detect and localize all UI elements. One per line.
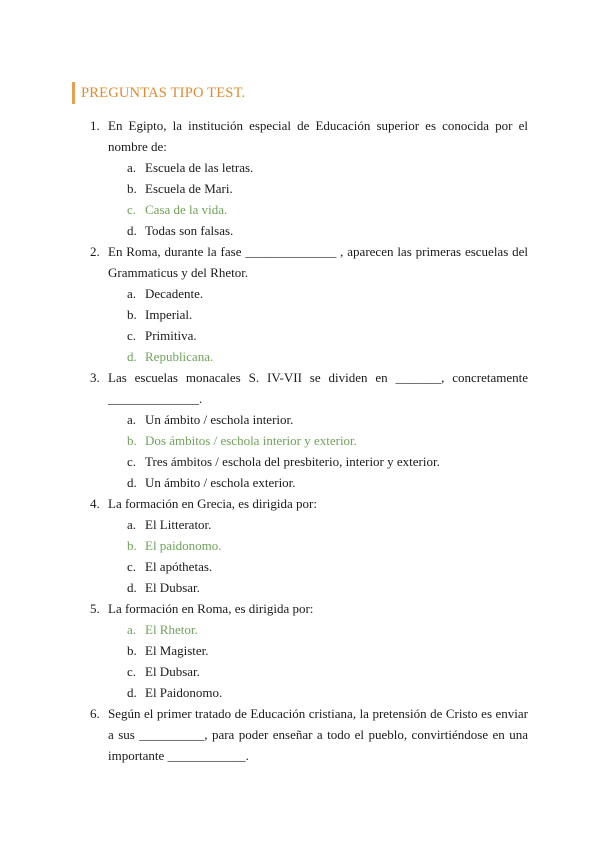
option-letter: b.	[127, 433, 137, 448]
answer-option-correct	[0, 430, 600, 451]
answer-option-correct	[0, 619, 600, 640]
option-letter: c.	[127, 328, 137, 343]
answer-option	[0, 556, 600, 577]
option-text: El Dubsar.	[145, 664, 200, 679]
option-letter: b.	[127, 181, 137, 196]
option-letter: a.	[127, 412, 137, 427]
answer-option	[0, 220, 600, 241]
option-text: Decadente.	[145, 286, 204, 301]
answer-option-correct	[0, 346, 600, 367]
answer-options	[0, 619, 600, 703]
option-letter: d.	[127, 349, 137, 364]
answer-option	[0, 514, 600, 535]
option-letter: a.	[127, 286, 137, 301]
question-2	[0, 241, 600, 283]
option-text: Todas son falsas.	[145, 223, 234, 238]
question-6	[0, 703, 600, 766]
question-text: En Roma, durante la fase ______________ , aparecen las primeras escuelas del Grammaticus y del Rhetor.	[108, 244, 528, 280]
option-letter: d.	[127, 580, 137, 595]
answer-option	[0, 640, 600, 661]
answer-option	[0, 304, 600, 325]
option-text: Dos ámbitos / eschola interior y exterior.	[145, 433, 357, 448]
question-text: Según el primer tratado de Educación cristiana, la pretensión de Cristo es enviar a sus __________, para poder enseñar a todo el pueblo, convirtiéndose en una importante ____________.	[108, 706, 528, 763]
option-letter: d.	[127, 475, 137, 490]
option-text: El Dubsar.	[145, 580, 200, 595]
question-4	[0, 493, 600, 514]
option-text: Primitiva.	[145, 328, 197, 343]
option-text: Escuela de Mari.	[145, 181, 233, 196]
answer-options	[0, 514, 600, 598]
option-text: El apóthetas.	[145, 559, 213, 574]
option-text: Escuela de las letras.	[145, 160, 254, 175]
option-text: El Rhetor.	[145, 622, 198, 637]
option-text: El Litterator.	[145, 517, 212, 532]
option-text: Casa de la vida.	[145, 202, 228, 217]
option-text: Imperial.	[145, 307, 193, 322]
answer-options	[0, 283, 600, 367]
option-letter: b.	[127, 643, 137, 658]
answer-options	[0, 157, 600, 241]
option-text: Tres ámbitos / eschola del presbiterio, interior y exterior.	[145, 454, 440, 469]
question-text: En Egipto, la institución especial de Educación superior es conocida por el nombre de:	[108, 118, 528, 154]
option-text: Republicana.	[145, 349, 214, 364]
section-heading: PREGUNTAS TIPO TEST.	[72, 82, 245, 104]
question-text: Las escuelas monacales S. IV-VII se dividen en _______, concretamente ______________.	[108, 370, 528, 406]
question-1	[0, 115, 600, 157]
question-number: 2.	[90, 244, 100, 259]
option-letter: a.	[127, 160, 137, 175]
option-letter: b.	[127, 538, 137, 553]
question-3	[0, 367, 600, 409]
option-letter: c.	[127, 664, 137, 679]
option-letter: d.	[127, 223, 137, 238]
question-5	[0, 598, 600, 619]
question-text: La formación en Roma, es dirigida por:	[108, 601, 314, 616]
question-number: 4.	[90, 496, 100, 511]
answer-option-correct	[0, 199, 600, 220]
option-text: El Magister.	[145, 643, 209, 658]
question-number: 5.	[90, 601, 100, 616]
answer-option-correct	[0, 535, 600, 556]
option-text: Un ámbito / eschola exterior.	[145, 475, 296, 490]
question-number: 6.	[90, 706, 100, 721]
question-list	[0, 115, 600, 766]
option-text: El Paidonomo.	[145, 685, 223, 700]
option-letter: a.	[127, 622, 137, 637]
option-letter: d.	[127, 685, 137, 700]
answer-option	[0, 661, 600, 682]
question-text: La formación en Grecia, es dirigida por:	[108, 496, 317, 511]
answer-option	[0, 178, 600, 199]
answer-option	[0, 157, 600, 178]
answer-option	[0, 283, 600, 304]
option-letter: c.	[127, 559, 137, 574]
question-number: 1.	[90, 118, 100, 133]
answer-option	[0, 409, 600, 430]
answer-options	[0, 409, 600, 493]
answer-option	[0, 325, 600, 346]
option-text: El paidonomo.	[145, 538, 222, 553]
option-letter: c.	[127, 454, 137, 469]
option-letter: b.	[127, 307, 137, 322]
option-text: Un ámbito / eschola interior.	[145, 412, 294, 427]
answer-option	[0, 451, 600, 472]
option-letter: c.	[127, 202, 137, 217]
question-number: 3.	[90, 370, 100, 385]
option-letter: a.	[127, 517, 137, 532]
answer-option	[0, 472, 600, 493]
answer-option	[0, 682, 600, 703]
answer-option	[0, 577, 600, 598]
